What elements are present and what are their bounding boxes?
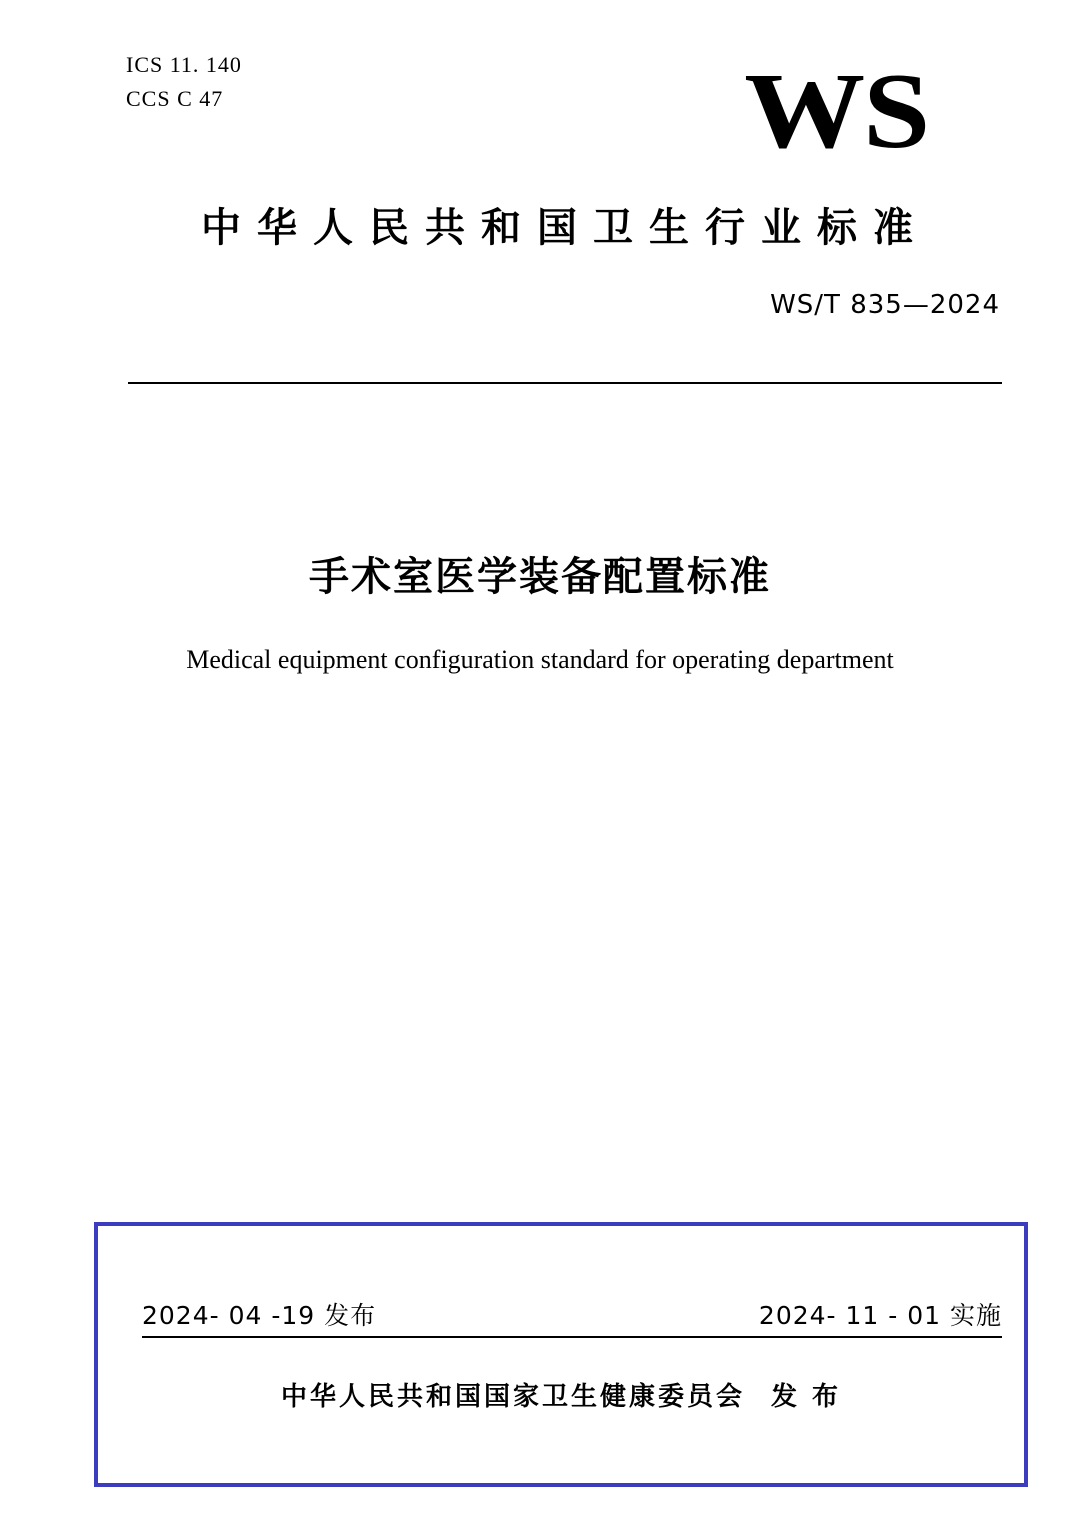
document-title-english: Medical equipment configuration standard for operating department — [186, 645, 894, 674]
effective-date: 2024- 11 - 01 实施 — [758, 1301, 1002, 1330]
issuer-name: 中华人民共和国国家卫生健康委员会 — [280, 1382, 745, 1412]
publication-info-box — [94, 1222, 1028, 1487]
standard-number: WS/T 835—2024 — [770, 290, 1000, 320]
dates-row — [142, 1288, 1002, 1338]
ccs-code: CCS C 47 — [126, 86, 224, 111]
classification-codes — [126, 48, 242, 116]
document-title-chinese: 手术室医学装备配置标准 — [309, 554, 771, 600]
issue-date: 2024- 04 -19 发布 — [142, 1301, 377, 1330]
standard-series-title: 中华人民共和国卫生行业标准 — [201, 205, 929, 251]
issuer-line — [98, 1376, 1024, 1413]
ws-logo: WS — [744, 52, 928, 171]
issuer-action: 发 布 — [770, 1382, 842, 1412]
ics-code: ICS 11. 140 — [126, 52, 242, 77]
header-divider — [128, 382, 1002, 384]
